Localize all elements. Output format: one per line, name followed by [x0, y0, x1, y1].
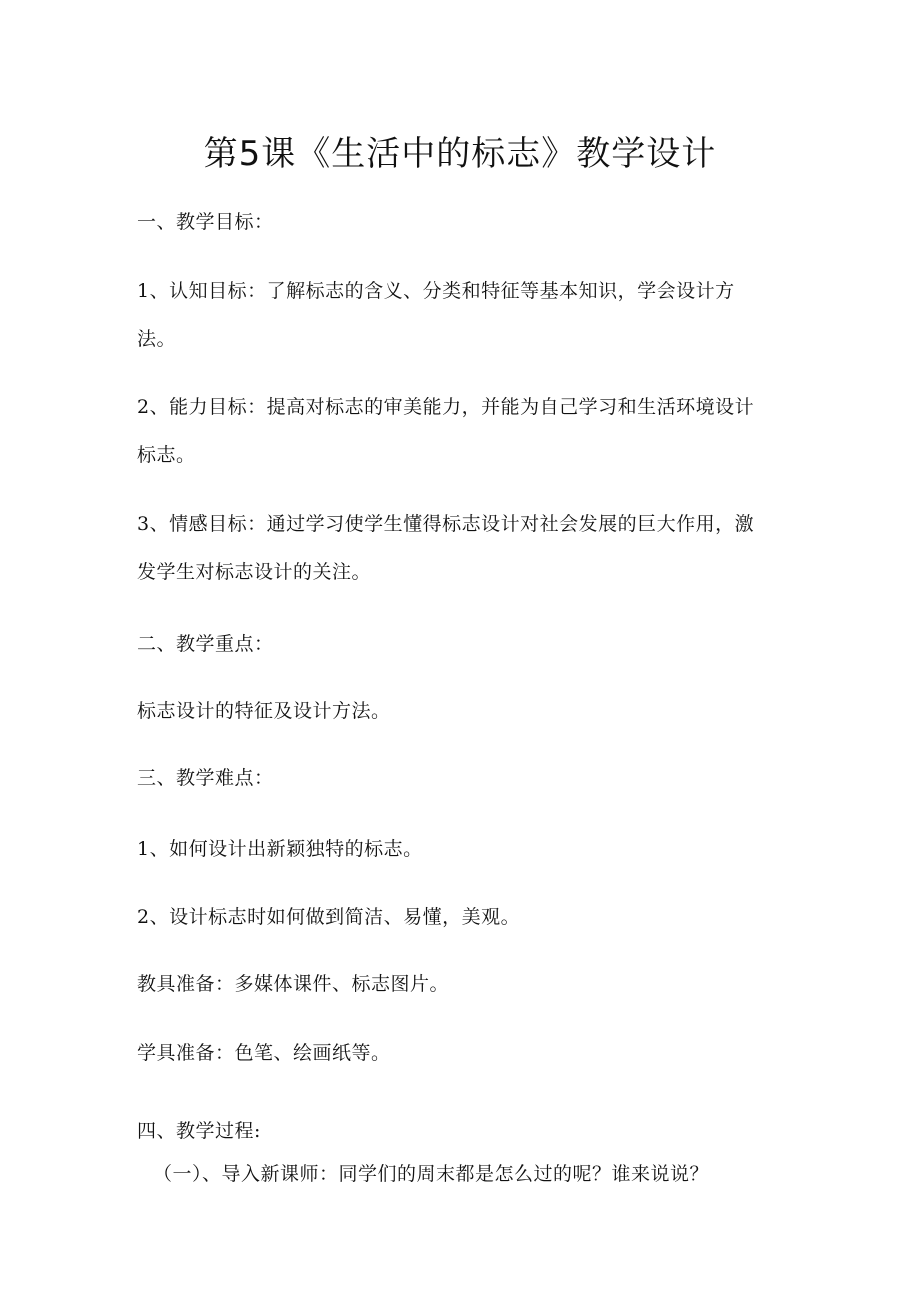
paragraph-teaching-aids: 教具准备：多媒体课件、标志图片。	[137, 973, 450, 995]
paragraph-ability-goal-line2: 标志。	[137, 444, 196, 466]
paragraph-ability-goal-line1: 2、能力目标：提高对标志的审美能力，并能为自己学习和生活环境设计	[137, 396, 755, 418]
section-heading-key-points: 二、教学重点：	[137, 633, 274, 655]
paragraph-introduction: （一）、导入新课师：同学们的周末都是怎么过的呢？谁来说说？	[153, 1163, 710, 1185]
paragraph-difficulty-2: 2、设计标志时如何做到简洁、易懂，美观。	[137, 906, 521, 928]
paragraph-cognitive-goal-line1: 1、认知目标：了解标志的含义、分类和特征等基本知识，学会设计方	[137, 280, 735, 302]
paragraph-emotion-goal-line1: 3、情感目标：通过学习使学生懂得标志设计对社会发展的巨大作用，激	[137, 513, 755, 535]
paragraph-cognitive-goal-line2: 法。	[137, 328, 177, 350]
paragraph-difficulty-1: 1、如何设计出新颖独特的标志。	[137, 838, 423, 860]
paragraph-emotion-goal-line2: 发学生对标志设计的关注。	[137, 561, 372, 583]
document-title: 第5课《生活中的标志》教学设计	[203, 134, 717, 174]
section-heading-objectives: 一、教学目标：	[137, 211, 274, 233]
section-heading-difficulties: 三、教学难点：	[137, 767, 274, 789]
paragraph-learning-aids: 学具准备：色笔、绘画纸等。	[137, 1042, 391, 1064]
paragraph-key-points: 标志设计的特征及设计方法。	[137, 700, 391, 722]
section-heading-process: 四、教学过程:	[137, 1120, 261, 1142]
